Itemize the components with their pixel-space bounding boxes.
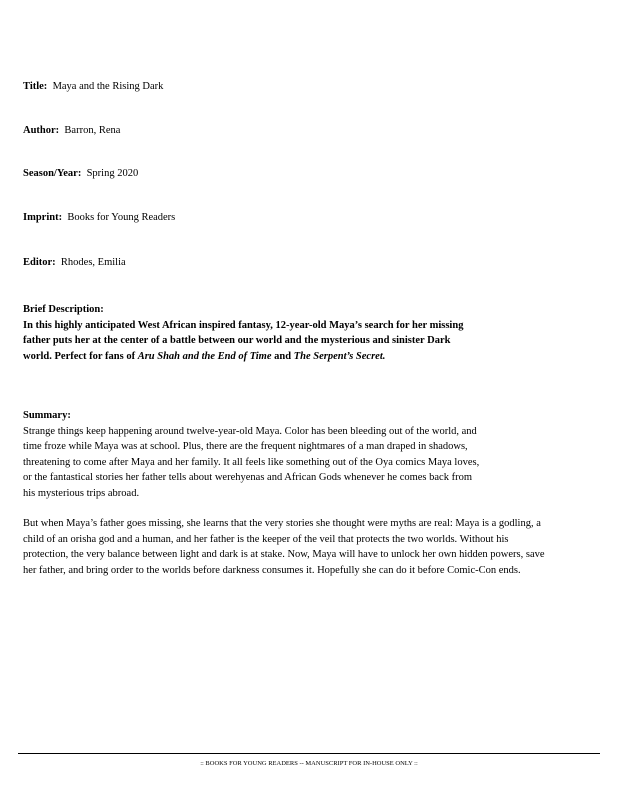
summary-p1-line-3: threatening to come after Maya and her family. It all feels like something out of the Oya comics Maya loves, [23, 456, 480, 468]
summary-section [23, 408, 545, 578]
editor-value: Rhodes, Emilia [60, 257, 126, 268]
summary-p2-line-4: her father, and bring order to the worlds before darkness consumes it. Hopefully she can do it before Comic-Con ends. [23, 564, 521, 576]
summary-p1-line-2: time froze while Maya was at school. Plus, there are the frequent nightmares of a man draped in shadows, [23, 441, 468, 452]
brief-line-3-and: and [271, 350, 294, 362]
season-label: Season/Year: [23, 168, 82, 179]
footer-notice: :: BOOKS FOR YOUNG READERS -- MANUSCRIPT FOR IN-HOUSE ONLY :: [200, 760, 418, 767]
imprint-field [23, 211, 175, 224]
brief-line-1: In this highly anticipated West African inspired fantasy, 12-year-old Maya’s search for her missing [23, 319, 464, 331]
author-label: Author: [23, 125, 60, 136]
comp-title-aru-shah: Aru Shah and the End of Time [137, 350, 272, 362]
summary-p1-line-5: his mysterious trips abroad. [23, 487, 140, 499]
summary-p1-line-1: Strange things keep happening around twelve-year-old Maya. Color has been bleeding out of the world, and [23, 425, 477, 437]
imprint-value: Books for Young Readers [67, 212, 176, 223]
brief-line-3 [23, 349, 463, 365]
season-field [23, 167, 138, 180]
summary-label: Summary: [23, 410, 71, 421]
summary-paragraph-1 [23, 424, 545, 502]
summary-p2-line-1: But when Maya’s father goes missing, she learns that the very stories she thought were myths are real: Maya is a godling, a [23, 518, 541, 529]
summary-p1-line-4: or the fantastical stories her father tells about werehyenas and African Gods whenever he comes back from [23, 472, 472, 483]
summary-p2-line-3: protection, the very balance between light and dark is at stake. Now, Maya will have to unlock her own hidden powers, save [23, 549, 545, 560]
author-value: Barron, Rena [64, 125, 121, 136]
paragraph-spacer [23, 501, 545, 516]
brief-line-3-prefix: world. Perfect for fans of [23, 350, 138, 362]
brief-description-label: Brief Description: [23, 304, 104, 315]
title-value: Maya and the Rising Dark [52, 81, 164, 92]
title-label: Title: [23, 81, 48, 92]
title-field [23, 80, 163, 93]
author-field [23, 124, 120, 137]
comp-title-serpents-secret: The Serpent’s Secret. [293, 350, 386, 362]
summary-p2-line-2: child of an orisha god and a human, and her father is the keeper of the veil that protects the two worlds. Without his [23, 533, 509, 545]
editor-label: Editor: [23, 257, 56, 268]
footer-divider [18, 753, 600, 754]
season-value: Spring 2020 [86, 168, 139, 179]
summary-paragraph-2 [23, 516, 545, 578]
brief-description-section [23, 302, 463, 364]
brief-line-2: father puts her at the center of a battle between our world and the mysterious and sinister Dark [23, 335, 451, 346]
editor-field [23, 256, 126, 269]
imprint-label: Imprint: [23, 212, 63, 223]
